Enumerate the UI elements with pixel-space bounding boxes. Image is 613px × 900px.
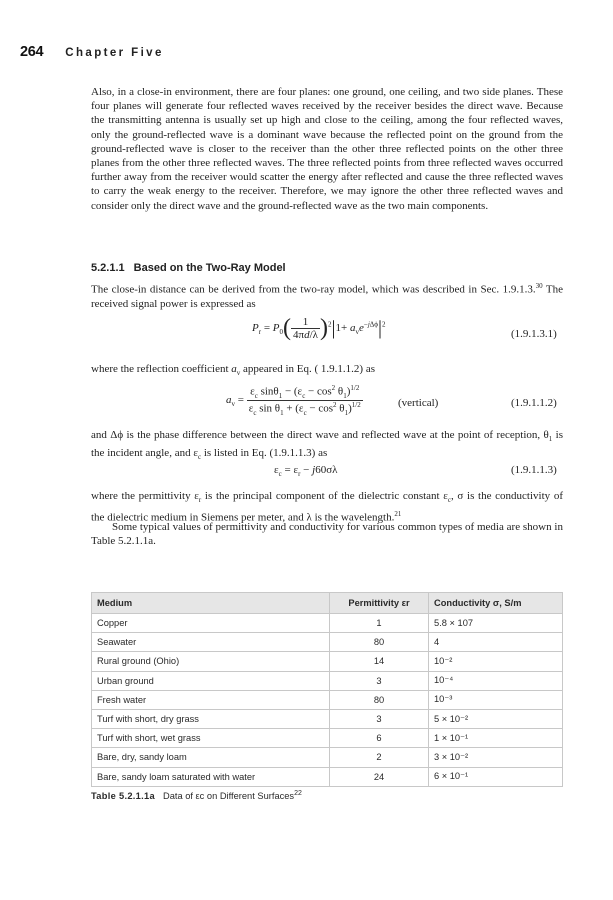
table-caption [91, 790, 302, 801]
medium-data-table [91, 592, 563, 787]
header-permittivity: Permittivity εr [330, 593, 429, 614]
equation-number-3: (1.9.1.1.3) [511, 464, 557, 476]
table-row [92, 633, 563, 652]
phase-text-mid: is the incident angle, and ε [91, 429, 563, 460]
caption-label: Table 5.2.1.1a [91, 791, 155, 802]
header-conductivity: Conductivity σ, S/m [429, 593, 563, 614]
intro-paragraph: Also, in a close-in environment, there are four planes: one ground, one ceiling, and two side planes. These four planes will generate four reflected waves received by the receiver besides the direct wave. Because the transmitting antenna is usually set up high and close to the ceiling, among the four reflected waves, only the ground-reflected wave is a dominant wave because the reflected point on the ground from the ground-reflected wave is closer to the receiver than the other three reflected points on the other three planes from the other three reflected waves. The three reflected points from three reflected waves occurred further away from the receiver would scatter the energy after reflected and cause the three reflected waves to carry the weak energy to the receiver. Therefore, we may ignore the other three reflected waves and consider only the direct wave and the ground-reflected wave as the two main components. [91, 86, 563, 212]
section-heading [91, 262, 286, 274]
equation-number-2: (1.9.1.1.2) [511, 397, 557, 409]
cell-permittivity: 3 [330, 671, 429, 690]
caption-text: Data of εc on Different Surfaces [162, 791, 295, 802]
equation-number-1: (1.9.1.3.1) [511, 328, 557, 340]
cell-permittivity: 2 [330, 748, 429, 767]
equation-note-vertical: (vertical) [398, 397, 439, 409]
cell-medium: Fresh water [92, 690, 330, 709]
chapter-title: Chapter Five [65, 47, 164, 59]
cell-permittivity: 6 [330, 729, 429, 748]
cell-conductivity: 10⁻² [429, 652, 563, 671]
header-medium: Medium [92, 593, 330, 614]
table-row [92, 690, 563, 709]
permittivity-text-mid: is the principal component of the dielectric constant ε [201, 490, 448, 502]
running-header [20, 44, 164, 64]
equation-complex-permittivity: $\varepsilon_c = \varepsilon_r - j60\sigma\lambda$ [274, 464, 338, 479]
table-row [92, 729, 563, 748]
cell-permittivity: 80 [330, 690, 429, 709]
section-number: 5.2.1.1 [91, 262, 125, 274]
table-row [92, 671, 563, 690]
cell-medium: Bare, sandy loam saturated with water [92, 767, 330, 786]
cell-conductivity: 6 × 10⁻¹ [429, 767, 563, 786]
cell-conductivity: 10⁻³ [429, 690, 563, 709]
table-row [92, 614, 563, 633]
cell-permittivity: 1 [330, 614, 429, 633]
model-paragraph [91, 279, 563, 311]
cell-medium: Rural ground (Ohio) [92, 652, 330, 671]
table-row [92, 709, 563, 728]
cell-conductivity: 5 × 10⁻² [429, 709, 563, 728]
phase-text-tail: is listed in Eq. (1.9.1.1.3) as [201, 447, 328, 460]
table-body [92, 614, 563, 787]
table-header-row [92, 593, 563, 614]
table-row [92, 748, 563, 767]
phase-difference-paragraph: and Δϕ is the phase difference between the direct wave and reflected wave at the point of reception, $\theta_1$ is the incident angle, and $\varepsilon_c$ is listed in Eq. (1.9.1.1.3) as [91, 429, 563, 462]
caption-citation: 22 [294, 790, 302, 797]
typical-values-paragraph: Some typical values of permittivity and conductivity for various common types of media are shown in Table 5.2.1.1a. [91, 521, 563, 548]
cell-permittivity: 3 [330, 709, 429, 728]
cell-conductivity: 10⁻⁴ [429, 671, 563, 690]
reflection-text-tail: appeared in Eq. ( 1.9.1.1.2) as [240, 363, 375, 375]
permittivity-text-tail: , σ is the conductivity of the dielectric medium in Siemens per meter, and λ is the wavelength. [91, 490, 563, 525]
cell-conductivity: 4 [429, 633, 563, 652]
cell-medium: Seawater [92, 633, 330, 652]
cell-medium: Turf with short, wet grass [92, 729, 330, 748]
permittivity-paragraph: where the permittivity $\varepsilon_r$ is the principal component of the dielectric constant $\varepsilon_c$, σ is the conductivity of the dielectric medium in Siemens per meter, and λ is the wavelength.$^{21}$ [91, 490, 563, 525]
model-text: The close-in distance can be derived from the two-ray model, which was described in Sec. 1.9.1.3. [91, 283, 536, 296]
cell-conductivity: 3 × 10⁻² [429, 748, 563, 767]
equation-received-power: $P_r = P_0$( $\frac{1}{4\pi d/\lambda}$ )$^2|1+ a_ve^{-j\Delta\phi}|^2$ [252, 315, 386, 341]
cell-conductivity: 5.8 × 107 [429, 614, 563, 633]
permittivity-text: where the permittivity ε [91, 490, 199, 502]
table-row [92, 652, 563, 671]
cell-permittivity: 24 [330, 767, 429, 786]
reflection-text: where the reflection coefficient [91, 363, 232, 375]
cell-medium: Copper [92, 614, 330, 633]
cell-permittivity: 80 [330, 633, 429, 652]
cell-medium: Turf with short, dry grass [92, 709, 330, 728]
cell-permittivity: 14 [330, 652, 429, 671]
table-row [92, 767, 563, 786]
model-text-tail: The received signal power is expressed as [91, 283, 563, 310]
section-title: Based on the Two-Ray Model [133, 262, 286, 274]
reflection-coefficient-paragraph: where the reflection coefficient $a_v$ appeared in Eq. ( 1.9.1.1.2) as [91, 363, 375, 378]
cell-medium: Bare, dry, sandy loam [92, 748, 330, 767]
cell-conductivity: 1 × 10⁻¹ [429, 729, 563, 748]
phase-text: and Δϕ is the phase difference between the direct wave and reflected wave at the point of reception, θ [91, 429, 549, 441]
page-number: 264 [20, 44, 44, 60]
cell-medium: Urban ground [92, 671, 330, 690]
citation-30: 30 [535, 282, 543, 290]
equation-reflection-coefficient: $a_v$ = $\frac{\varepsilon_c \sin\theta_1 - (\varepsilon_c - \cos^2 \theta_1)^{1/2}}{\varepsilon_c \sin \theta_1 + (\varepsilon_c - \cos^2 \theta_1)^{1/2}}$ [226, 384, 361, 417]
citation-21: 21 [394, 510, 402, 519]
